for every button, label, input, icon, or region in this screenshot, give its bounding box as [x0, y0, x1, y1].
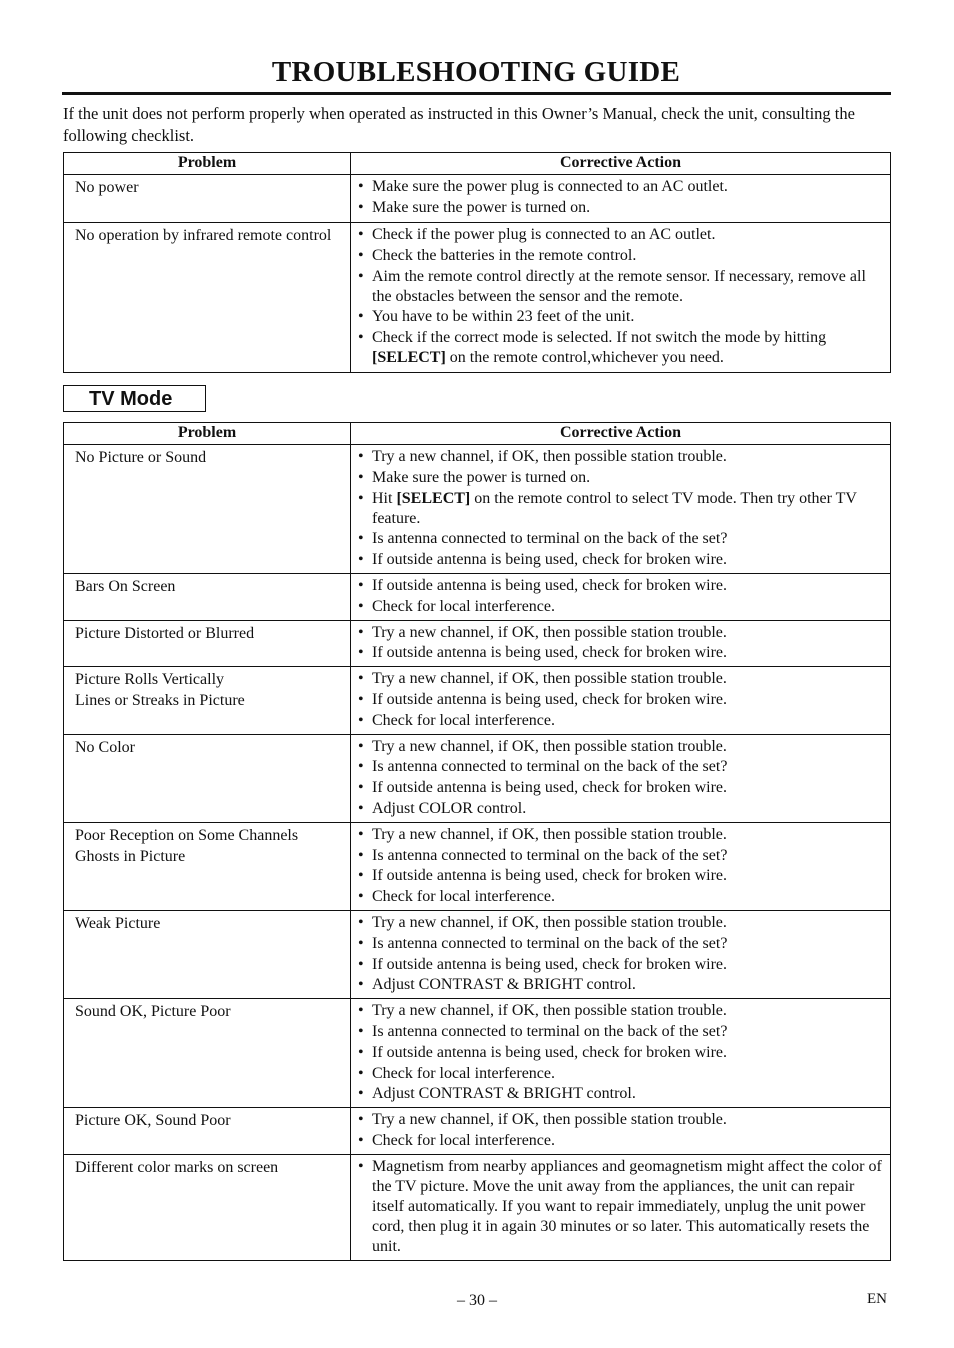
corrective-action-cell [351, 620, 891, 667]
problem-cell [64, 175, 351, 223]
action-list [358, 576, 888, 617]
problem-cell [64, 445, 351, 574]
action-item: • Check the batteries in the remote control. [358, 246, 888, 266]
action-item: • Try a new channel, if OK, then possible station trouble. [358, 913, 888, 933]
table-row [64, 1108, 891, 1155]
action-item: • Check for local interference. [358, 887, 888, 907]
corrective-action-cell [351, 822, 891, 910]
action-item: • If outside antenna is being used, check for broken wire. [358, 550, 888, 570]
table-row [64, 175, 891, 223]
action-list [358, 1110, 888, 1151]
table-row [64, 445, 891, 574]
action-item: • Is antenna connected to terminal on the back of the set? [358, 934, 888, 954]
problem-text: Bars On Screen [75, 577, 176, 595]
corrective-action-header: Corrective Action [351, 153, 891, 175]
general-troubleshooting-table [63, 152, 891, 373]
action-item: • Check for local interference. [358, 1064, 888, 1084]
action-item: • Check for local interference. [358, 711, 888, 731]
action-list [358, 225, 888, 368]
corrective-action-header: Corrective Action [351, 423, 891, 445]
problem-text: Different color marks on screen [75, 1158, 279, 1176]
action-item: • Make sure the power is turned on. [358, 198, 888, 218]
action-item: • Aim the remote control directly at the remote sensor. If necessary, remove all the obstacles between the sensor and the remote. [358, 267, 888, 307]
action-item: • Check if the correct mode is selected. If not switch the mode by hitting [SELECT] on the remote control,whichever you need. [358, 328, 888, 368]
action-item: • Try a new channel, if OK, then possible station trouble. [358, 1001, 888, 1021]
action-item: • If outside antenna is being used, check for broken wire. [358, 576, 888, 596]
language-code: EN [867, 1291, 887, 1307]
action-item: • If outside antenna is being used, check for broken wire. [358, 866, 888, 886]
action-item: • Check if the power plug is connected to an AC outlet. [358, 225, 888, 245]
intro-paragraph: If the unit does not perform properly when operated as instructed in this Owner’s Manual, check the unit, consulting the following checklist. [63, 104, 855, 145]
action-item: • Try a new channel, if OK, then possible station trouble. [358, 1110, 888, 1130]
action-list [358, 177, 888, 218]
action-item: • Check for local interference. [358, 1131, 888, 1151]
action-item: • Try a new channel, if OK, then possible station trouble. [358, 825, 888, 845]
problem-header: Problem [64, 423, 351, 445]
corrective-action-cell [351, 667, 891, 734]
action-list [358, 623, 888, 664]
problem-text: Weak Picture [75, 914, 161, 932]
corrective-action-cell [351, 999, 891, 1108]
action-item: • Magnetism from nearby appliances and geomagnetism might affect the color of the TV picture. Move the unit away from the appliances, the unit can repair itself automatically. If you want to repair immediately, unplug the unit power cord, then plug it in again 30 minutes or so later. This automatically resets the unit. [358, 1157, 888, 1257]
tv-mode-table-body [64, 445, 891, 1261]
tv-mode-troubleshooting-table [63, 422, 891, 1261]
problem-cell [64, 1108, 351, 1155]
problem-text: Picture OK, Sound Poor [75, 1112, 231, 1130]
action-item: • If outside antenna is being used, check for broken wire. [358, 955, 888, 975]
action-item: • You have to be within 23 feet of the unit. [358, 307, 888, 327]
table-row [64, 223, 891, 373]
corrective-action-cell [351, 175, 891, 223]
problem-cell [64, 734, 351, 822]
problem-header: Problem [64, 153, 351, 175]
action-item: • Make sure the power is turned on. [358, 468, 888, 488]
problem-cell [64, 822, 351, 910]
problem-text: Picture Distorted or Blurred [75, 624, 255, 642]
action-item: • Try a new channel, if OK, then possible station trouble. [358, 737, 888, 757]
table-row [64, 999, 891, 1108]
page-title: TROUBLESHOOTING GUIDE [271, 56, 681, 88]
general-table-body [64, 175, 891, 373]
page-number: – 30 – [457, 1292, 497, 1309]
table-row [64, 910, 891, 998]
tv-mode-label: TV Mode [63, 385, 206, 412]
problem-text: No operation by infrared remote control [75, 227, 332, 244]
problem-cell [64, 620, 351, 667]
problem-text: Sound OK, Picture Poor [75, 1003, 231, 1021]
problem-cell [64, 1154, 351, 1260]
action-list [358, 913, 888, 995]
corrective-action-cell [351, 910, 891, 998]
action-item: • Is antenna connected to terminal on the back of the set? [358, 529, 888, 549]
table-row [64, 620, 891, 667]
problem-text: Ghosts in Picture [75, 847, 186, 865]
action-item: • If outside antenna is being used, check for broken wire. [358, 1043, 888, 1063]
table-header-row [64, 153, 891, 175]
action-list [358, 447, 888, 570]
corrective-action-cell [351, 734, 891, 822]
table-header-row [64, 423, 891, 445]
problem-cell [64, 573, 351, 620]
problem-text: Picture Rolls Vertically [75, 671, 225, 689]
table-row [64, 1154, 891, 1260]
problem-cell [64, 667, 351, 734]
problem-text: Poor Reception on Some Channels [75, 826, 299, 844]
action-item: • Is antenna connected to terminal on the back of the set? [358, 1022, 888, 1042]
problem-text: No Picture or Sound [75, 449, 207, 466]
corrective-action-cell [351, 223, 891, 373]
corrective-action-cell [351, 573, 891, 620]
action-list [358, 825, 888, 907]
problem-cell [64, 223, 351, 373]
action-item: • Try a new channel, if OK, then possible station trouble. [358, 623, 888, 643]
problem-text: Lines or Streaks in Picture [75, 692, 245, 710]
problem-cell [64, 910, 351, 998]
action-item: • Hit [SELECT] on the remote control to select TV mode. Then try other TV feature. [358, 489, 888, 529]
problem-cell [64, 999, 351, 1108]
action-item: • Check for local interference. [358, 597, 888, 617]
action-item: • If outside antenna is being used, check for broken wire. [358, 690, 888, 710]
action-item: • Is antenna connected to terminal on the back of the set? [358, 846, 888, 866]
corrective-action-cell [351, 445, 891, 574]
action-item: • If outside antenna is being used, check for broken wire. [358, 643, 888, 663]
action-item: • Make sure the power plug is connected to an AC outlet. [358, 177, 888, 197]
action-list [358, 1157, 888, 1257]
action-item: • Try a new channel, if OK, then possible station trouble. [358, 447, 888, 467]
corrective-action-cell [351, 1154, 891, 1260]
action-list [358, 737, 888, 819]
action-list [358, 669, 888, 731]
table-row [64, 734, 891, 822]
title-underline [62, 92, 891, 95]
action-item: • Adjust COLOR control. [358, 799, 888, 819]
action-item: • If outside antenna is being used, check for broken wire. [358, 778, 888, 798]
problem-text: No Color [75, 738, 135, 756]
action-item: • Try a new channel, if OK, then possible station trouble. [358, 669, 888, 689]
problem-text: No power [75, 179, 139, 196]
action-list [358, 1001, 888, 1104]
action-item: • Is antenna connected to terminal on the back of the set? [358, 757, 888, 777]
corrective-action-cell [351, 1108, 891, 1155]
table-row [64, 573, 891, 620]
action-item: • Adjust CONTRAST & BRIGHT control. [358, 1084, 888, 1104]
table-row [64, 822, 891, 910]
table-row [64, 667, 891, 734]
action-item: • Adjust CONTRAST & BRIGHT control. [358, 975, 888, 995]
